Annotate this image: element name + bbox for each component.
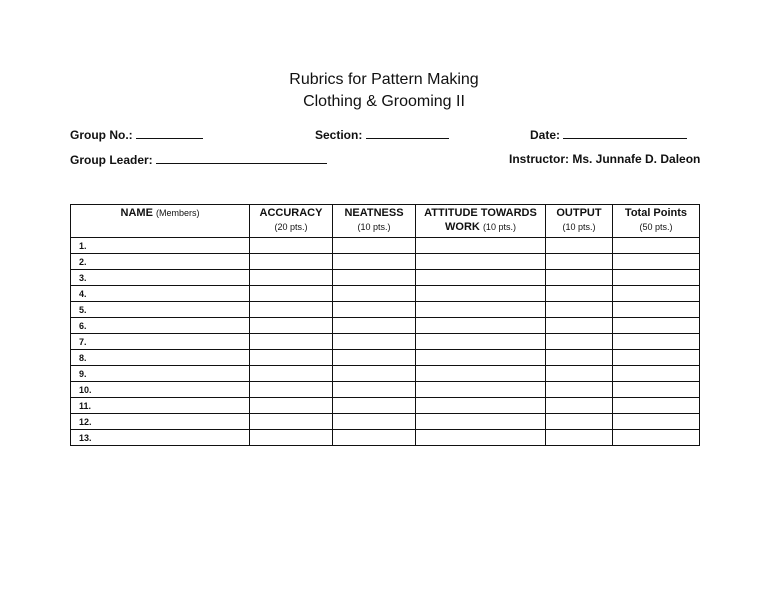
neatness-cell[interactable] [333, 430, 416, 446]
accuracy-cell[interactable] [250, 318, 333, 334]
name-cell[interactable] [71, 254, 250, 270]
row-number: 11. [79, 400, 92, 411]
header-total [613, 205, 700, 238]
header-attitude [416, 205, 546, 238]
output-cell[interactable] [546, 270, 613, 286]
neatness-cell[interactable] [333, 334, 416, 350]
name-cell[interactable] [71, 414, 250, 430]
attitude-cell[interactable] [416, 270, 546, 286]
section-field [315, 127, 449, 142]
total-cell[interactable] [613, 270, 700, 286]
accuracy-cell[interactable] [250, 382, 333, 398]
table-row [71, 254, 700, 270]
header-row [71, 205, 700, 238]
output-cell[interactable] [546, 302, 613, 318]
neatness-cell[interactable] [333, 350, 416, 366]
row-number: 7. [79, 336, 87, 347]
name-cell[interactable] [71, 270, 250, 286]
rubric-table [70, 204, 700, 446]
date-label: Date: [530, 128, 561, 142]
accuracy-cell[interactable] [250, 302, 333, 318]
output-cell[interactable] [546, 414, 613, 430]
section-label: Section: [315, 128, 363, 142]
output-cell[interactable] [546, 286, 613, 302]
neatness-cell[interactable] [333, 366, 416, 382]
header-total-label: Total Points [624, 207, 688, 219]
header-attitude-label-2: WORK [445, 221, 480, 233]
group-leader-label: Group Leader: [70, 153, 153, 167]
header-output-sub: (10 pts.) [562, 222, 596, 232]
name-cell[interactable] [71, 430, 250, 446]
neatness-cell[interactable] [333, 414, 416, 430]
group-leader-field [70, 152, 327, 167]
attitude-cell[interactable] [416, 366, 546, 382]
attitude-cell[interactable] [416, 350, 546, 366]
total-cell[interactable] [613, 286, 700, 302]
total-cell[interactable] [613, 254, 700, 270]
neatness-cell[interactable] [333, 302, 416, 318]
accuracy-cell[interactable] [250, 414, 333, 430]
table-row [71, 270, 700, 286]
total-cell[interactable] [613, 302, 700, 318]
neatness-cell[interactable] [333, 270, 416, 286]
date-field [530, 127, 687, 142]
name-cell[interactable] [71, 382, 250, 398]
name-cell[interactable] [71, 398, 250, 414]
group-no-blank[interactable] [136, 127, 203, 139]
header-neatness-sub: (10 pts.) [357, 222, 391, 232]
attitude-cell[interactable] [416, 382, 546, 398]
header-neatness [333, 205, 416, 238]
total-cell[interactable] [613, 382, 700, 398]
row-number: 10. [79, 384, 92, 395]
header-accuracy [250, 205, 333, 238]
header-neatness-label: NEATNESS [344, 207, 404, 219]
group-leader-blank[interactable] [156, 152, 327, 164]
neatness-cell[interactable] [333, 254, 416, 270]
row-number: 5. [79, 304, 87, 315]
output-cell[interactable] [546, 350, 613, 366]
name-cell[interactable] [71, 286, 250, 302]
output-cell[interactable] [546, 382, 613, 398]
header-attitude-sub: (10 pts.) [482, 222, 516, 232]
accuracy-cell[interactable] [250, 398, 333, 414]
table-row [71, 318, 700, 334]
row-number: 9. [79, 368, 87, 379]
row-number: 13. [79, 432, 92, 443]
group-no-label: Group No.: [70, 128, 133, 142]
output-cell[interactable] [546, 254, 613, 270]
attitude-cell[interactable] [416, 430, 546, 446]
name-cell[interactable] [71, 334, 250, 350]
total-cell[interactable] [613, 350, 700, 366]
attitude-cell[interactable] [416, 238, 546, 254]
row-number: 8. [79, 352, 87, 363]
accuracy-cell[interactable] [250, 430, 333, 446]
total-cell[interactable] [613, 366, 700, 382]
table-row [71, 430, 700, 446]
instructor-field: Instructor: Ms. Junnafe D. Daleon [509, 152, 701, 166]
table-row [71, 366, 700, 382]
total-cell[interactable] [613, 334, 700, 350]
header-name [71, 205, 250, 238]
name-cell[interactable] [71, 302, 250, 318]
attitude-cell[interactable] [416, 286, 546, 302]
neatness-cell[interactable] [333, 238, 416, 254]
header-output-label: OUTPUT [556, 207, 602, 219]
accuracy-cell[interactable] [250, 238, 333, 254]
attitude-cell[interactable] [416, 254, 546, 270]
row-number: 6. [79, 320, 87, 331]
accuracy-cell[interactable] [250, 350, 333, 366]
header-name-sub: (Members) [155, 208, 200, 218]
total-cell[interactable] [613, 414, 700, 430]
attitude-cell[interactable] [416, 318, 546, 334]
total-cell[interactable] [613, 318, 700, 334]
attitude-cell[interactable] [416, 334, 546, 350]
output-cell[interactable] [546, 398, 613, 414]
header-attitude-label-1: ATTITUDE TOWARDS [424, 207, 537, 219]
output-cell[interactable] [546, 366, 613, 382]
row-number: 1. [79, 240, 87, 251]
table-row [71, 334, 700, 350]
total-cell[interactable] [613, 398, 700, 414]
header-name-label: NAME [120, 207, 153, 219]
row-number: 2. [79, 256, 87, 267]
neatness-cell[interactable] [333, 286, 416, 302]
header-accuracy-sub: (20 pts.) [274, 222, 308, 232]
name-cell[interactable] [71, 318, 250, 334]
row-number: 3. [79, 272, 87, 283]
document-subtitle: Clothing & Grooming II [303, 93, 465, 110]
name-cell[interactable] [71, 366, 250, 382]
attitude-cell[interactable] [416, 302, 546, 318]
date-blank[interactable] [563, 127, 687, 139]
header-total-sub: (50 pts.) [639, 222, 673, 232]
header-output [546, 205, 613, 238]
table-row [71, 286, 700, 302]
accuracy-cell[interactable] [250, 286, 333, 302]
output-cell[interactable] [546, 238, 613, 254]
neatness-cell[interactable] [333, 318, 416, 334]
attitude-cell[interactable] [416, 414, 546, 430]
accuracy-cell[interactable] [250, 334, 333, 350]
neatness-cell[interactable] [333, 398, 416, 414]
section-blank[interactable] [366, 127, 449, 139]
row-number: 12. [79, 416, 92, 427]
table-row [71, 414, 700, 430]
row-number: 4. [79, 288, 87, 299]
total-cell[interactable] [613, 238, 700, 254]
name-cell[interactable] [71, 350, 250, 366]
output-cell[interactable] [546, 318, 613, 334]
table-row [71, 382, 700, 398]
table-row [71, 302, 700, 318]
table-row [71, 350, 700, 366]
name-cell[interactable] [71, 238, 250, 254]
attitude-cell[interactable] [416, 398, 546, 414]
output-cell[interactable] [546, 334, 613, 350]
accuracy-cell[interactable] [250, 254, 333, 270]
accuracy-cell[interactable] [250, 270, 333, 286]
table-row [71, 398, 700, 414]
header-accuracy-label: ACCURACY [259, 207, 323, 219]
total-cell[interactable] [613, 430, 700, 446]
document-title: Rubrics for Pattern Making [289, 71, 479, 88]
group-no-field [70, 127, 203, 142]
output-cell[interactable] [546, 430, 613, 446]
neatness-cell[interactable] [333, 382, 416, 398]
accuracy-cell[interactable] [250, 366, 333, 382]
table-row [71, 238, 700, 254]
